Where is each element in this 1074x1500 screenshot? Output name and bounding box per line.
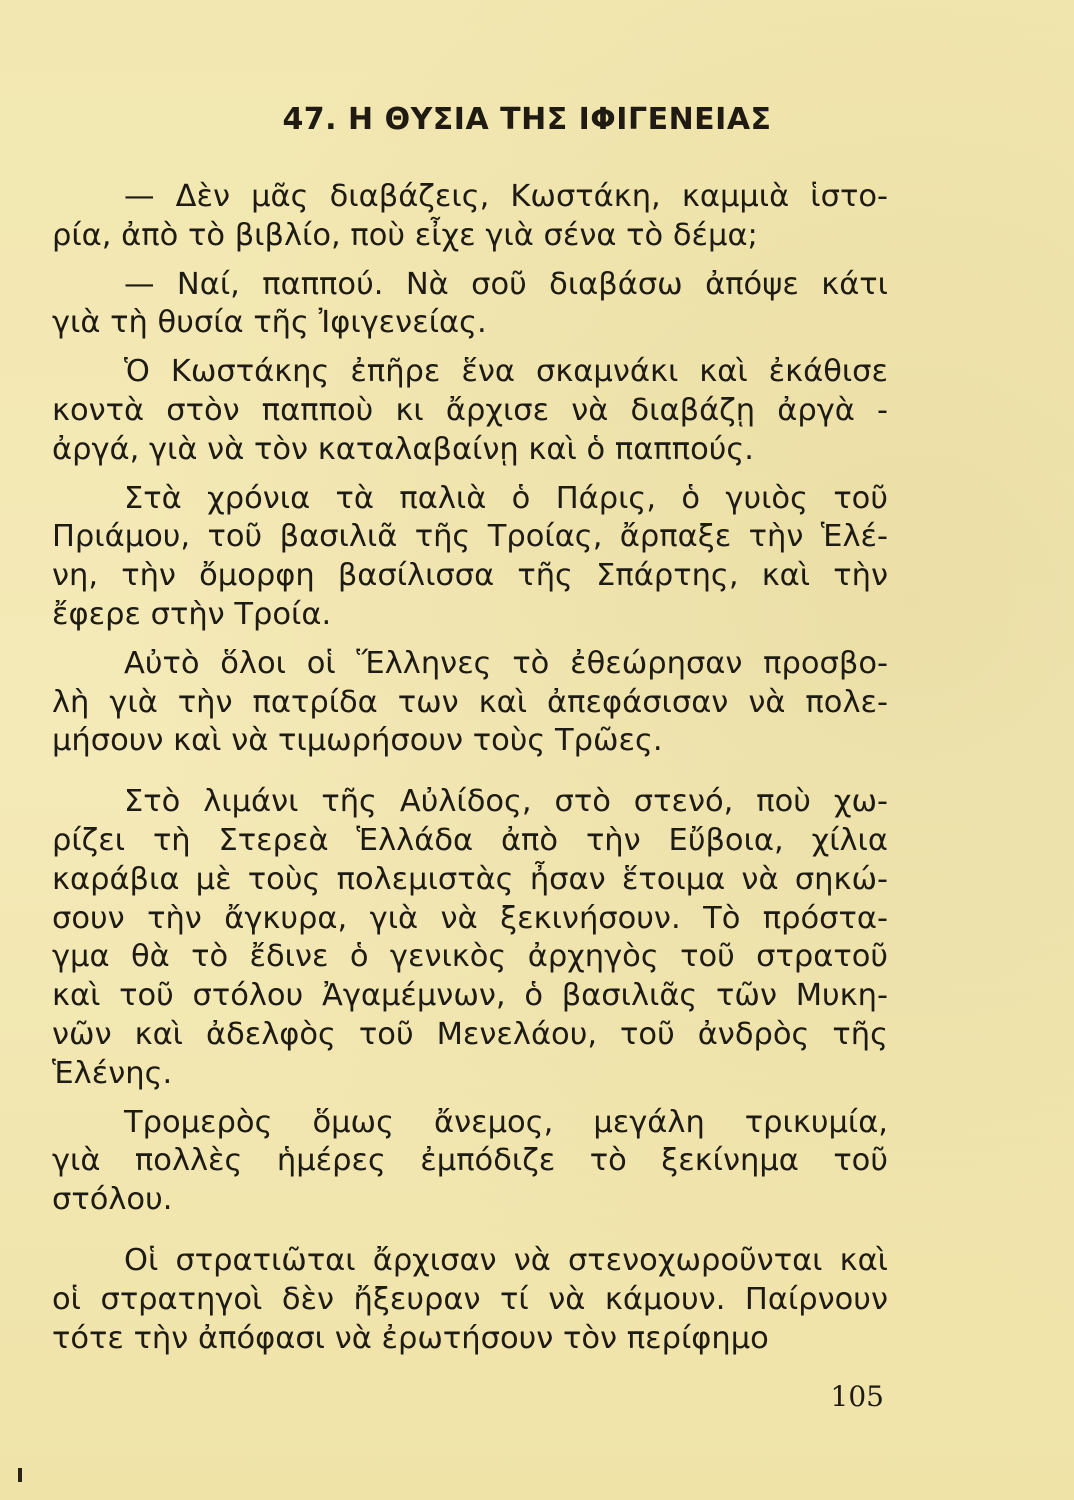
text-line: σουν τὴν ἄγκυρα, γιὰ νὰ ξεκινήσουν. Τὸ πρόστα- — [52, 900, 888, 936]
paragraph — [52, 645, 888, 761]
text-line: καὶ τοῦ στόλου Ἀγαμέμνων, ὁ βασιλιᾶς τῶν Μυκη- — [52, 978, 888, 1014]
scan-mark — [18, 1468, 22, 1482]
text-line: γιὰ πολλὲς ἡμέρες ἐμπόδιζε τὸ ξεκίνημα τοῦ — [52, 1143, 888, 1179]
paragraph — [52, 1242, 888, 1358]
chapter-heading: 47. Η ΘΥΣΙΑ ΤΗΣ ΙΦΙΓΕΝΕΙΑΣ — [282, 102, 772, 137]
text-line: οἱ στρατηγοὶ δὲν ἤξευραν τί νὰ κάμουν. Παίρνουν — [52, 1281, 888, 1317]
paragraph-gap — [52, 470, 888, 480]
text-line: γιὰ τὴ θυσία τῆς Ἰφιγενείας. — [52, 305, 487, 341]
paragraph — [52, 353, 888, 469]
text-line: Ὁ Κωστάκης ἐπῆρε ἕνα σκαμνάκι καὶ ἐκάθισε — [124, 354, 888, 390]
paragraph — [52, 1104, 888, 1220]
text-line: Τρομερὸς ὅμως ἄνεμος, μεγάλη τρικυμία, — [124, 1104, 888, 1140]
chapter-body — [52, 178, 888, 1358]
text-line: τότε τὴν ἀπόφασι νὰ ἐρωτήσουν τὸν περίφημο — [52, 1320, 769, 1356]
text-line: Στὰ χρόνια τὰ παλιὰ ὁ Πάρις, ὁ γυιὸς τοῦ — [124, 480, 888, 516]
paragraph-gap — [52, 343, 888, 353]
text-line: ρίζει τὴ Στερεὰ Ἑλλάδα ἀπὸ τὴν Εὔβοια, χίλια — [52, 822, 888, 858]
text-line: νη, τὴν ὄμορφη βασίλισσα τῆς Σπάρτης, καὶ τὴν — [52, 558, 888, 594]
text-line: ρία, ἀπὸ τὸ βιβλίο, ποὺ εἶχε γιὰ σένα τὸ δέμα; — [52, 217, 758, 253]
page-number: 105 — [830, 1380, 884, 1413]
text-line: ἀργά, γιὰ νὰ τὸν καταλαβαίνῃ καὶ ὁ παππούς. — [52, 431, 754, 467]
text-line: — Δὲν μᾶς διαβάζεις, Κωστάκη, καμμιὰ ἱστο- — [124, 179, 888, 214]
text-line: καράβια μὲ τοὺς πολεμιστὰς ἦσαν ἕτοιμα νὰ σηκώ- — [52, 861, 888, 897]
text-line: Στὸ λιμάνι τῆς Αὐλίδος, στὸ στενό, ποὺ χω- — [124, 784, 888, 820]
paragraph — [52, 178, 888, 256]
paragraph-gap — [52, 256, 888, 266]
paragraph-gap — [52, 635, 888, 645]
text-line: Ἑλένης. — [52, 1055, 173, 1091]
text-line: Αὐτὸ ὅλοι οἱ Ἕλληνες τὸ ἐθεώρησαν προσβο- — [124, 645, 888, 681]
text-line: κοντὰ στὸν παπποὺ κι ἄρχισε νὰ διαβάζῃ ἀργὰ - — [52, 392, 888, 428]
text-line: γμα θὰ τὸ ἔδινε ὁ γενικὸς ἀρχηγὸς τοῦ στρατοῦ — [52, 939, 888, 975]
paragraph-gap — [52, 761, 888, 783]
text-line: στόλου. — [52, 1182, 173, 1218]
paragraph-gap — [52, 1094, 888, 1104]
text-line: ἔφερε στὴν Τροία. — [52, 596, 332, 632]
text-line: Οἱ στρατιῶται ἄρχισαν νὰ στενοχωροῦνται καὶ — [124, 1242, 888, 1278]
text-line: λὴ γιὰ τὴν πατρίδα των καὶ ἀπεφάσισαν νὰ πολε- — [52, 684, 888, 720]
paragraph — [52, 783, 888, 1093]
text-line: μήσουν καὶ νὰ τιμωρήσουν τοὺς Τρῶες. — [52, 723, 663, 759]
text-line: νῶν καὶ ἀδελφὸς τοῦ Μενελάου, τοῦ ἀνδρὸς τῆς — [52, 1016, 888, 1052]
text-line: — Ναί, παππού. Νὰ σοῦ διαβάσω ἀπόψε κάτι — [124, 266, 888, 302]
paragraph — [52, 480, 888, 635]
paragraph-gap — [52, 1220, 888, 1242]
paragraph — [52, 266, 888, 344]
text-line: Πριάμου, τοῦ βασιλιᾶ τῆς Τροίας, ἄρπαξε τὴν Ἑλέ- — [52, 519, 888, 555]
